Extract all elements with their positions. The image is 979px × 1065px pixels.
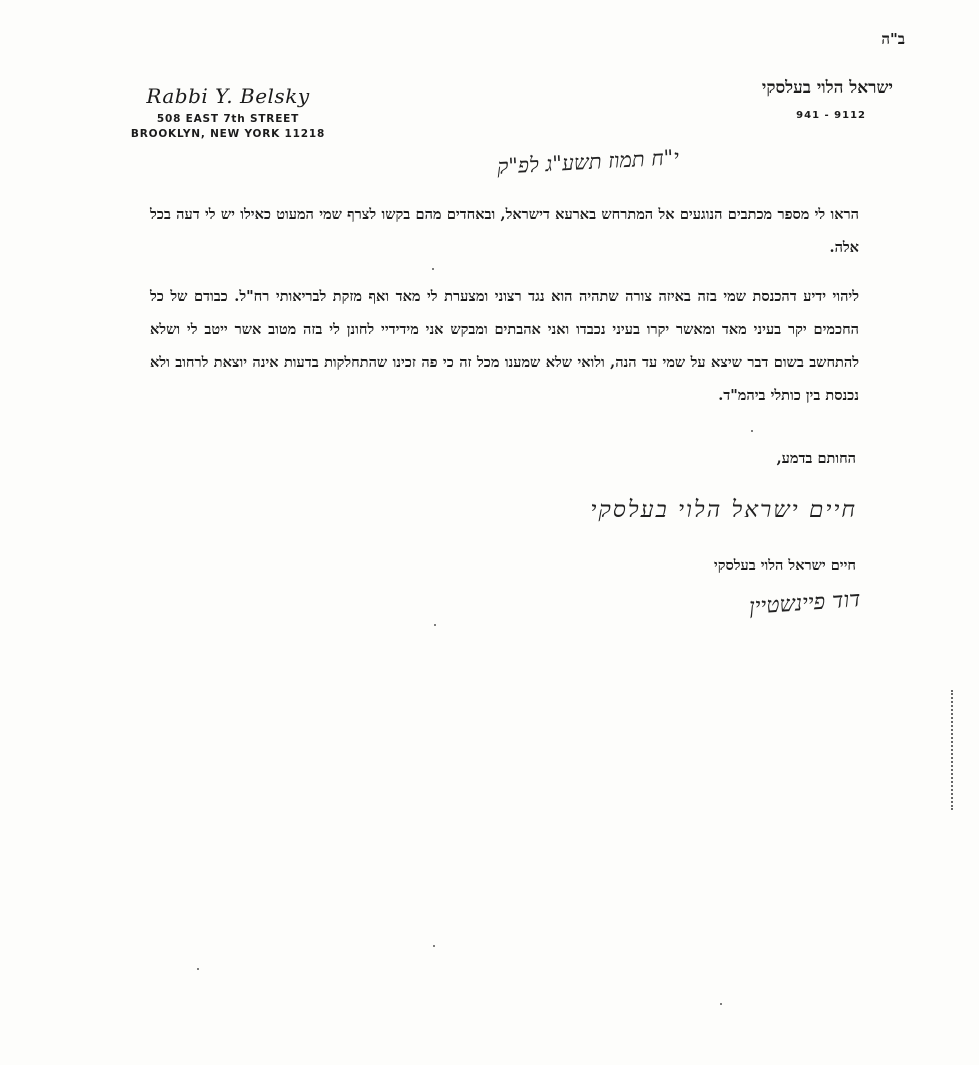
scan-speck — [720, 1003, 722, 1005]
printed-signer-name: חיים ישראל הלוי בעלסקי — [713, 557, 856, 574]
scan-speck — [751, 430, 753, 432]
scan-speck — [433, 945, 435, 947]
scan-speck — [434, 624, 436, 626]
english-letterhead — [128, 84, 328, 142]
letterhead-city: BROOKLYN, NEW YORK 11218 — [130, 128, 326, 140]
scan-edge-marks — [951, 690, 955, 810]
second-handwritten-signature: דוד פיינשטיין — [748, 587, 862, 620]
scan-speck — [197, 968, 199, 970]
letterhead-hebrew-name: ישראל הלוי בעלסקי — [761, 78, 893, 98]
paragraph-1: הראו לי מספר מכתבים הנוגעים אל המתרחש בארעא דישראל, ובאחדים מהם בקשו לצרף שמי המעוט כאילו יש לי דעה בכל אלה. — [150, 206, 859, 256]
letterhead-english-name: Rabbi Y. Belsky — [146, 84, 310, 108]
paragraph-2: ליהוי ידיע דהכנסת שמי בזה באיזה צורה שתהיה הוא נגד רצוני ומצערת לי מאד ואף מזקת לבריאותי רח"ל. כבודם של כל החכמים יקר בעיני מאד ומאשר יקרו בעיני נכבדו ואני אהבתים ומבקש אני מידידיי לחונן לי בזה מטוב אשר ייטב לי ושלא להתחשב בשום דבר שיצא על שמי עד הנה, ולואי שלא שמענו מכל זה כי פה זכינו שהתחלקות בדעות אינה יוצאת לרחוב ולא נכנסת בין כותלי ביהמ"ד. — [150, 288, 859, 404]
scan-speck — [432, 268, 434, 270]
letterhead-address: 508 EAST 7th STREET — [156, 113, 300, 125]
handwritten-date: י"ח תמוז תשע"ג לפ"ק — [496, 145, 680, 179]
hebrew-letterhead — [762, 78, 893, 98]
closing-line: החותם בדמע, — [776, 450, 856, 467]
handwritten-signature: חיים ישראל הלוי בעלסקי — [590, 497, 857, 523]
bh-mark: ב"ה — [881, 30, 905, 48]
letterhead-phone: 941 - 9112 — [796, 110, 866, 121]
